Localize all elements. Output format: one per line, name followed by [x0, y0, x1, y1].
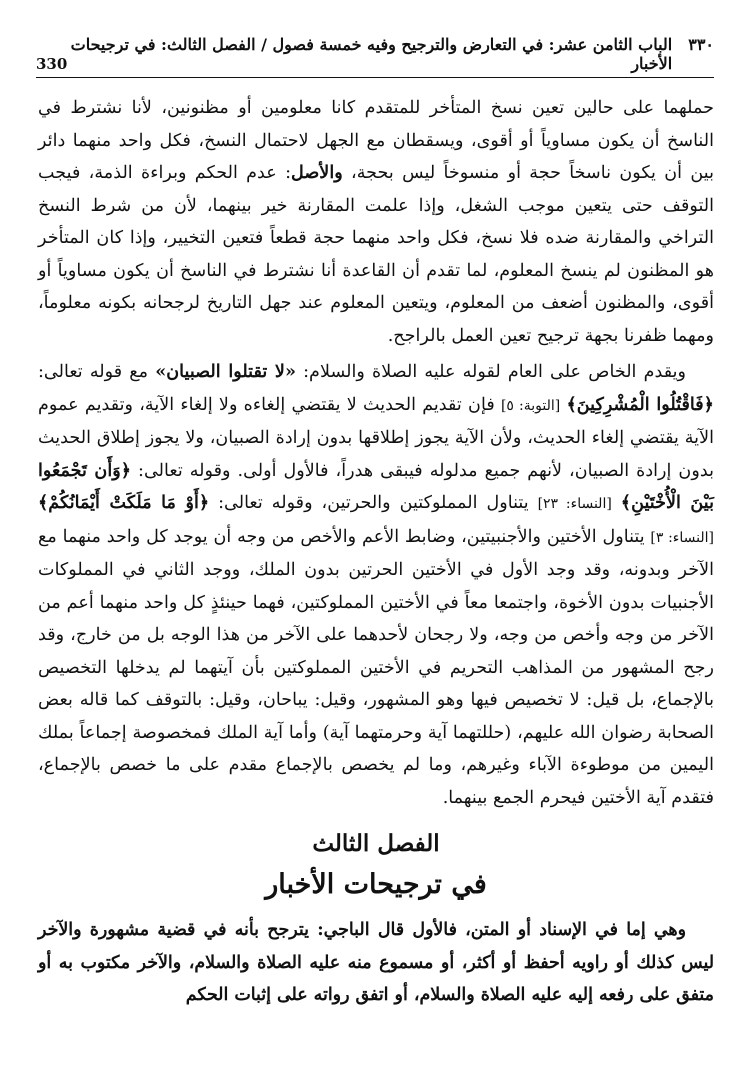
quran-verse-2: ﴿وَأَن تَجْمَعُوا بَيْنَ الْأُخْتَيْنِ﴾ [38, 459, 714, 513]
bold-term-asl: والأصل [291, 162, 343, 183]
paragraph-1 [38, 92, 714, 352]
quran-verse-3: ﴿أَوْ مَا مَلَكَتْ أَيْمَانُكُمْ﴾ [38, 492, 210, 513]
paragraph-2 [38, 356, 714, 814]
paragraph-1-text-a: حملهما على حالين تعين نسخ المتأخر للمتقدم كانا معلومين أو مظنونين، لأنا نشترط في الناسخ أن يكون مساوياً أو أقوى، ويسقطان مع الجهل لاحتمال النسخ، فكل واحد منهما دائر بين أن يكون ناسخاً حجة أو منسوخاً ليس بحجة، [38, 98, 714, 183]
paragraph-2-text-a: ويقدم الخاص على العام لقوله عليه الصلاة والسلام: [295, 362, 687, 382]
page-number-latin: 330 [36, 55, 68, 73]
section-subheading: في ترجيحات الأخبار [265, 869, 487, 900]
paragraph-1-text-b: : عدم الحكم وبراءة الذمة، فيجب التوقف حتى يتعين موجب الشغل، وإذا علمت المقارنة خير بينهما، لأن من شرط النسخ التراخي والمقارنة ضده فلا نسخ، فكل واحد منهما حجة قطعاً فتعين التخيير، وإذا كان المتأخر هو المظنون لم ينسخ المعلوم، لما تقدم أن القاعدة أنا نشترط في الناسخ أن يكون مساوياً أو أقوى، والمظنون أضعف من المعلوم، ويتعين المعلوم عند جهل التاريخ لرجحانه بكونه معلوماً، ومهما ظفرنا بجهة ترجيح تعين العمل بالراجح. [38, 163, 714, 346]
hadith-quote: «لا تقتلوا الصبيان» [155, 361, 296, 382]
quran-verse-1: ﴿فَاقْتُلُوا الْمُشْرِكِينَ﴾ [566, 393, 714, 415]
verse-citation-2: [النساء: ٢٣] [537, 496, 612, 512]
paragraph-2-text-d: يتناول المملوكتين والحرتين، وقوله تعالى: [209, 493, 538, 513]
paragraph-2-text-c: فإن تقديم الحديث لا يقتضي إلغاءه ولا إلغاء الآية، وتقديم عموم الآية يقتضي إلغاء الحديث، ولأن الآية يجوز إطلاقها بدون إرادة الصبيان، ولا يجوز إطلاق الحديث بدون إرادة الصبيان، لأنهم جميع مدلوله فيبقى هدراً، فالأول أولى. وقوله تعالى: [38, 394, 714, 481]
running-header [36, 35, 714, 78]
page-number-arabic: ٣٣٠ [688, 35, 714, 54]
paragraph-3: وهي إما في الإسناد أو المتن، فالأول قال الباجي: يترجح بأنه في قضية مشهورة والآخر ليس كذلك أو راويه أحفظ أو أكثر، أو مسموع منه عليه الصلاة والسلام، والآخر مكتوب به أو متفق على رفعه إليه عليه الصلاة والسلام، أو اتفق رواته على إثبات الحكم [38, 920, 714, 1005]
header-right-group [67, 35, 714, 73]
verse-citation-1: [التوبة: ٥] [500, 397, 561, 414]
chapter-title: الباب الثامن عشر: في التعارض والترجيح وفيه خمسة فصول / الفصل الثالث: في ترجيحات الأخبار [70, 35, 673, 73]
paragraph-2-text-b: مع قوله تعالى: [38, 362, 156, 382]
section-heading: الفصل الثالث [312, 830, 440, 857]
paragraph-2-text-e: يتناول الأختين والأجنبيتين، وضابط الأعم والأخص من وجه أن يوجد كل واحد منهما مع الآخر وبدونه، وقد وجد الأول في الأختين الحرتين بدون الملك، ووجد الثاني في المملوكات الأجنبيات بدون الأخوة، واجتمعا معاً في الأختين المملوكتين، فهما حينئذٍ كل واحد منهما أعم من الآخر من وجه وأخص من وجه، ولا رجحان لأحدهما على الآخر من هذا الوجه بل من خارج، وقد رجح المشهور من المذاهب التحريم في الأختين المملوكتين بأن آيتهما لم يدخلها التخصيص بالإجماع، بل قيل: لا تخصيص فيها وهو المشهور، وقيل: يباحان، وقيل: بالتوقف كما قاله بعض الصحابة رضوان الله عليهم، (حللتهما آية وحرمتهما آية) وأما آية الملك فمخصوصة إجماعاً بملك اليمين من موطوءة الآباء وغيرهم، وما لم يخصص بالإجماع مقدم على ما خصص بالإجماع، فتقدم آية الأختين فيحرم الجمع بينهما. [38, 526, 714, 808]
verse-citation-3: [النساء: ٣] [650, 529, 714, 546]
page-body [38, 92, 714, 1012]
